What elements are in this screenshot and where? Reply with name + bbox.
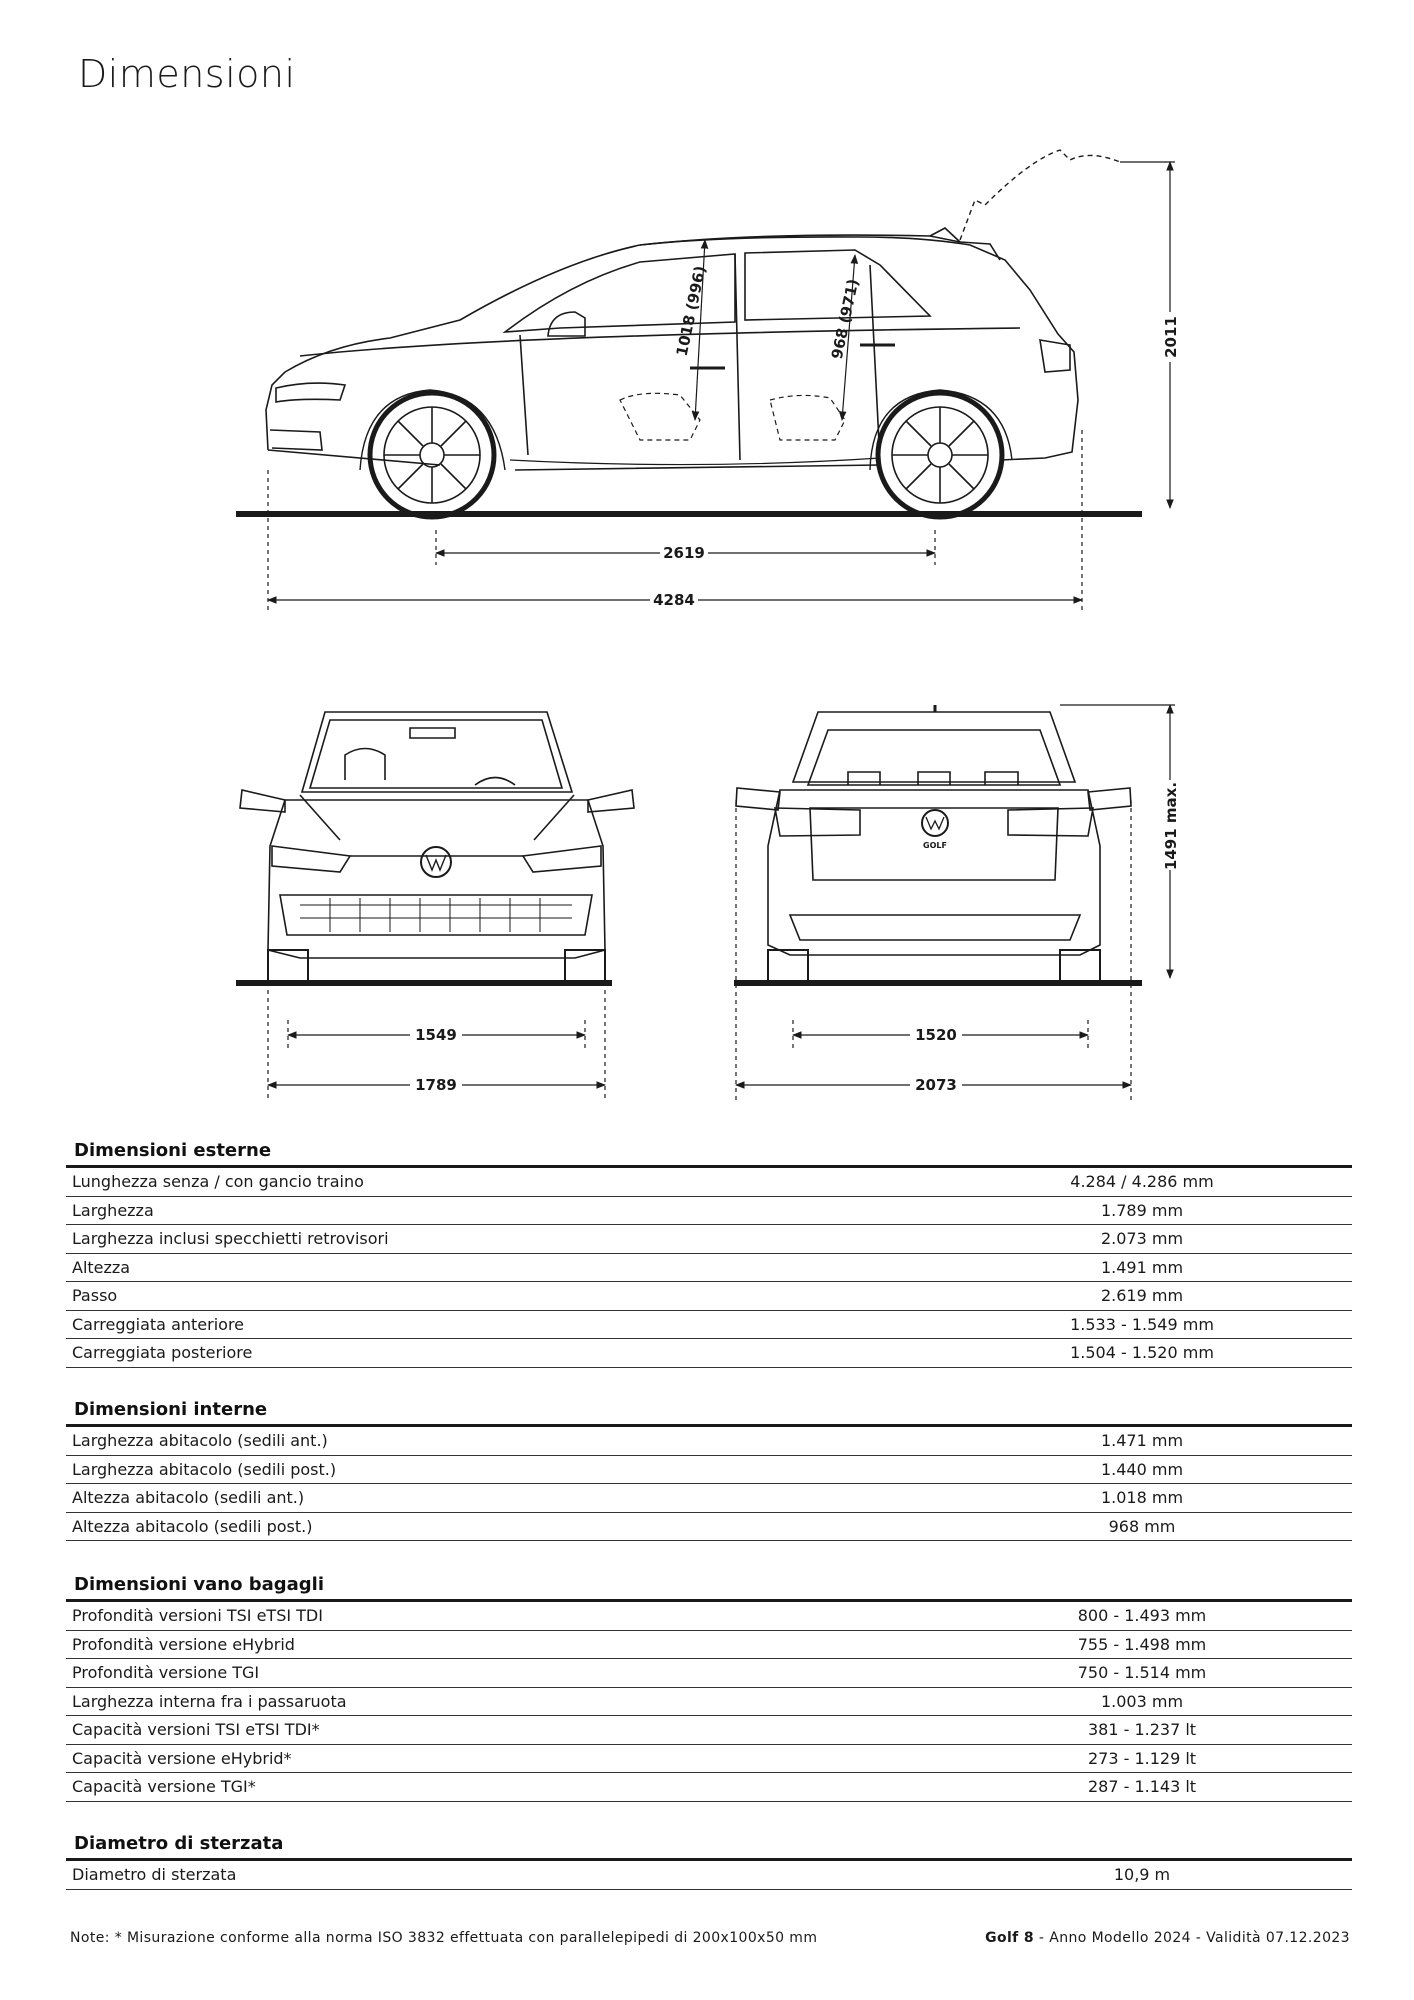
row-label: Larghezza interna fra i passaruota [72,1691,347,1711]
section-trunk-dimensions [66,1574,1352,1802]
row-value: 968 mm [1108,1516,1176,1536]
table-row [66,1688,1352,1717]
row-value: 381 - 1.237 lt [1087,1720,1197,1740]
footer-info: - Anno Modello 2024 - Validità 07.12.2023 [1034,1930,1350,1946]
page-title: Dimensioni [78,52,296,96]
row-label: Altezza abitacolo (sedili ant.) [72,1488,305,1508]
row-label: Passo [72,1286,118,1306]
height-label: 2011 [1162,316,1180,358]
row-label: Capacità versioni TSI eTSI TDI* [72,1720,320,1740]
row-label: Profondità versione eHybrid [72,1634,295,1654]
footer-model: Golf 8 [985,1930,1035,1946]
footer-model-info [985,1930,1350,1946]
section-turning-circle [66,1833,1352,1890]
row-label: Profondità versione TGI [72,1663,260,1683]
table-row [66,1427,1352,1456]
table-row [66,1631,1352,1660]
row-value: 1.440 mm [1100,1459,1184,1479]
front-view-car [236,712,634,983]
table-row [66,1745,1352,1774]
table-row [66,1659,1352,1688]
footer-note: Note: * Misurazione conforme alla norma ISO 3832 effettuata con parallelepipedi di 200x100x50 mm [70,1930,818,1946]
height-max-label: 1491 max. [1162,781,1180,871]
row-value: 1.471 mm [1100,1431,1184,1451]
rear-badge-label: GOLF [923,841,947,850]
table-row [66,1282,1352,1311]
row-value: 4.284 / 4.286 mm [1070,1172,1214,1192]
table-row [66,1513,1352,1542]
row-label: Altezza [72,1257,131,1277]
wheelbase-label: 2619 [663,544,705,562]
section-title: Diametro di sterzata [74,1833,284,1854]
row-value: 1.018 mm [1100,1488,1184,1508]
row-label: Larghezza abitacolo (sedili post.) [72,1459,337,1479]
row-label: Carreggiata anteriore [72,1314,245,1334]
table-row [66,1168,1352,1197]
section-title: Dimensioni esterne [74,1140,272,1161]
table-row [66,1602,1352,1631]
row-value: 10,9 m [1113,1865,1171,1885]
row-label: Altezza abitacolo (sedili post.) [72,1516,313,1536]
rear-headroom-label: 968 (971) [827,277,863,361]
row-value: 2.619 mm [1100,1286,1184,1306]
row-value: 800 - 1.493 mm [1077,1606,1207,1626]
row-value: 1.789 mm [1100,1200,1184,1220]
table-row [66,1456,1352,1485]
length-label: 4284 [653,591,695,609]
section-interior-dimensions [66,1399,1352,1541]
rear-track-label: 1520 [915,1026,957,1044]
front-view-labels [410,1023,462,1095]
section-title: Dimensioni vano bagagli [74,1574,325,1595]
table-row [66,1197,1352,1226]
row-label: Diametro di sterzata [72,1865,237,1885]
row-value: 755 - 1.498 mm [1077,1634,1207,1654]
row-value: 1.533 - 1.549 mm [1070,1314,1214,1334]
row-value: 1.504 - 1.520 mm [1070,1343,1214,1363]
row-label: Larghezza [72,1200,154,1220]
table-row [66,1861,1352,1890]
row-value: 2.073 mm [1100,1229,1184,1249]
table-row [66,1225,1352,1254]
row-value: 287 - 1.143 lt [1087,1777,1197,1797]
row-value: 750 - 1.514 mm [1077,1663,1207,1683]
row-label: Larghezza abitacolo (sedili ant.) [72,1431,328,1451]
table-row [66,1311,1352,1340]
width-mirrors-label: 2073 [915,1076,957,1094]
rear-view-labels [910,780,1181,1095]
table-row [66,1484,1352,1513]
front-track-label: 1549 [415,1026,457,1044]
table-row [66,1339,1352,1368]
table-row [66,1773,1352,1802]
table-row [66,1716,1352,1745]
section-title: Dimensioni interne [74,1399,268,1420]
row-label: Capacità versione TGI* [72,1777,256,1797]
row-label: Lunghezza senza / con gancio traino [72,1172,364,1192]
row-value: 273 - 1.129 lt [1087,1748,1197,1768]
row-label: Carreggiata posteriore [72,1343,253,1363]
row-value: 1.003 mm [1100,1691,1184,1711]
section-exterior-dimensions [66,1140,1352,1368]
row-label: Larghezza inclusi specchietti retrovisori [72,1229,389,1249]
side-view-dimensions [268,162,1175,612]
row-label: Capacità versione eHybrid* [72,1748,292,1768]
row-value: 1.491 mm [1100,1257,1184,1277]
front-headroom-label: 1018 (996) [672,264,710,358]
width-label: 1789 [415,1076,457,1094]
table-row [66,1254,1352,1283]
row-label: Profondità versioni TSI eTSI TDI [72,1606,323,1626]
